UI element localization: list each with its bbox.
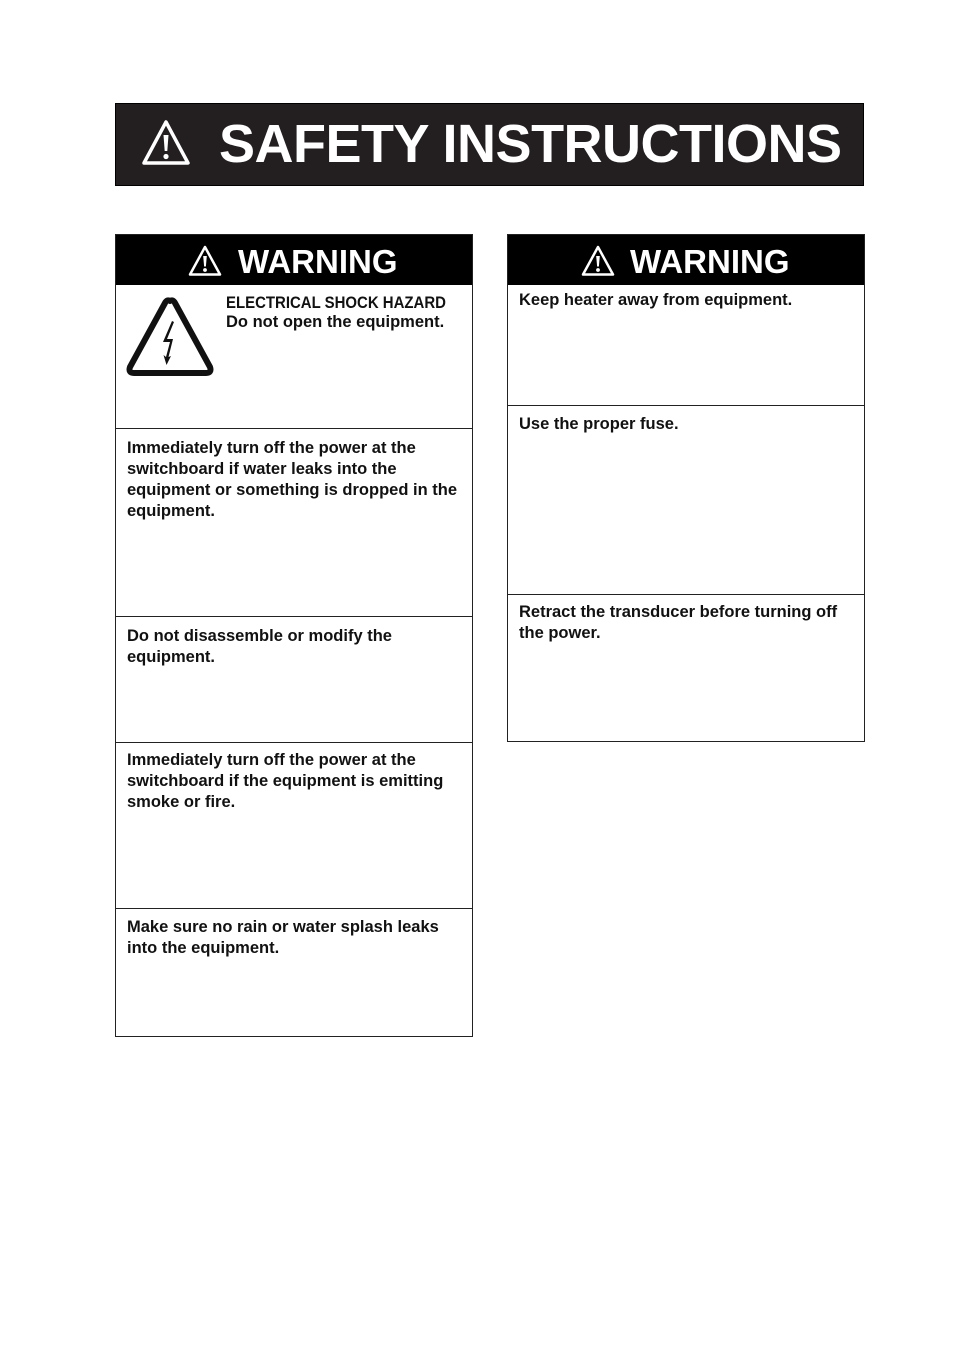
warning-header-label: WARNING xyxy=(238,243,398,280)
warning-text: Make sure no rain or water splash leaks into the equipment. xyxy=(127,918,439,957)
warning-item xyxy=(116,742,472,908)
title-banner xyxy=(115,103,864,186)
warning-item xyxy=(116,908,472,1036)
warning-header xyxy=(116,235,472,285)
warning-text: Immediately turn off the power at the switchboard if the equipment is emitting smoke or fire. xyxy=(127,751,444,811)
warning-text: Immediately turn off the power at the switchboard if water leaks into the equipment or something is dropped in the equipment. xyxy=(127,439,458,520)
warning-text: Retract the transducer before turning off the power. xyxy=(519,603,838,642)
warning-triangle-icon xyxy=(188,245,222,277)
hazard-title: ELECTRICAL SHOCK HAZARD xyxy=(226,293,446,312)
warning-triangle-icon xyxy=(581,245,615,277)
warning-triangle-icon xyxy=(141,118,191,168)
warning-header-label: WARNING xyxy=(630,243,790,280)
page-title: SAFETY INSTRUCTIONS xyxy=(219,114,842,174)
warning-item xyxy=(508,594,864,741)
hazard-section xyxy=(116,285,472,428)
warning-item xyxy=(508,405,864,594)
warning-text: Use the proper fuse. xyxy=(519,415,679,433)
warning-header xyxy=(508,235,864,285)
electrical-shock-triangle-icon xyxy=(126,295,214,377)
warning-panel-right xyxy=(507,234,865,742)
warning-text: Do not disassemble or modify the equipment. xyxy=(127,627,392,666)
warning-text: Keep heater away from equipment. xyxy=(519,291,793,309)
warning-panel-left xyxy=(115,234,473,1037)
warning-item xyxy=(116,428,472,616)
warning-item xyxy=(508,285,864,405)
hazard-text: Do not open the equipment. xyxy=(226,313,445,331)
warning-item xyxy=(116,616,472,742)
